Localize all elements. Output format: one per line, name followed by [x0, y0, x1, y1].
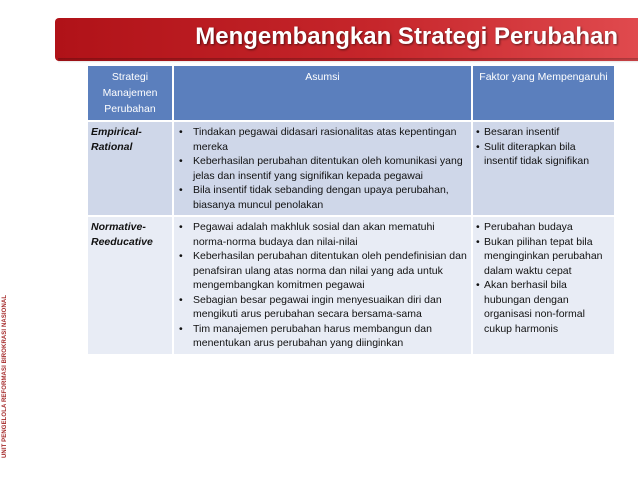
list-item: • Bila insentif tidak sebanding dengan upaya perubahan, biasanya muncul penolakan	[177, 183, 468, 212]
list-item: • Tindakan pegawai didasari rasionalitas atas kepentingan mereka	[177, 125, 468, 154]
list-item: • Pegawai adalah makhluk sosial dan akan mematuhi norma-norma budaya dan nilai-nilai	[177, 220, 468, 249]
list-item: • Perubahan budaya	[476, 220, 611, 235]
list-item: • Sebagian besar pegawai ingin menyesuaikan diri dan mengikuti arus perubahan secara bersama-sama	[177, 293, 468, 322]
factor-list	[476, 220, 611, 336]
strategy-label: Normative-Reeducative	[88, 216, 173, 354]
assumption-cell	[173, 216, 472, 354]
factor-cell	[472, 216, 614, 354]
factor-list	[476, 125, 611, 169]
assumption-cell	[173, 121, 472, 216]
assumption-list	[177, 220, 468, 351]
table-row	[88, 216, 614, 354]
list-item: • Sulit diterapkan bila insentif tidak signifikan	[476, 140, 611, 169]
side-label: UNIT PENGELOLA REFORMASI BIROKRASI NASIONAL	[2, 294, 8, 458]
factor-cell	[472, 121, 614, 216]
page-title: Mengembangkan Strategi Perubahan	[195, 23, 618, 50]
side-bar	[0, 0, 16, 479]
list-item: • Bukan pilihan tepat bila menginginkan perubahan dalam waktu cepat	[476, 235, 611, 279]
table-header-row	[88, 66, 614, 121]
strategy-table	[88, 66, 614, 354]
table-row	[88, 121, 614, 216]
header-factors: Faktor yang Mempengaruhi	[472, 66, 614, 121]
banner-shadow	[58, 58, 638, 63]
list-item: • Keberhasilan perubahan ditentukan oleh komunikasi yang jelas dan insentif yang signifikan kepada pegawai	[177, 154, 468, 183]
list-item: • Keberhasilan perubahan ditentukan oleh pendefinisian dan penafsiran ulang atas norma dan nilai yang ada untuk mengembangkan komitmen pegawai	[177, 249, 468, 293]
header-assumption: Asumsi	[173, 66, 472, 121]
list-item: • Tim manajemen perubahan harus membangun dan menentukan arus perubahan yang diinginkan	[177, 322, 468, 351]
assumption-list	[177, 125, 468, 212]
strategy-label: Empirical-Rational	[88, 121, 173, 216]
list-item: • Besaran insentif	[476, 125, 611, 140]
list-item: • Akan berhasil bila hubungan dengan organisasi non-formal cukup harmonis	[476, 278, 611, 336]
header-strategy: Strategi Manajemen Perubahan	[88, 66, 173, 121]
